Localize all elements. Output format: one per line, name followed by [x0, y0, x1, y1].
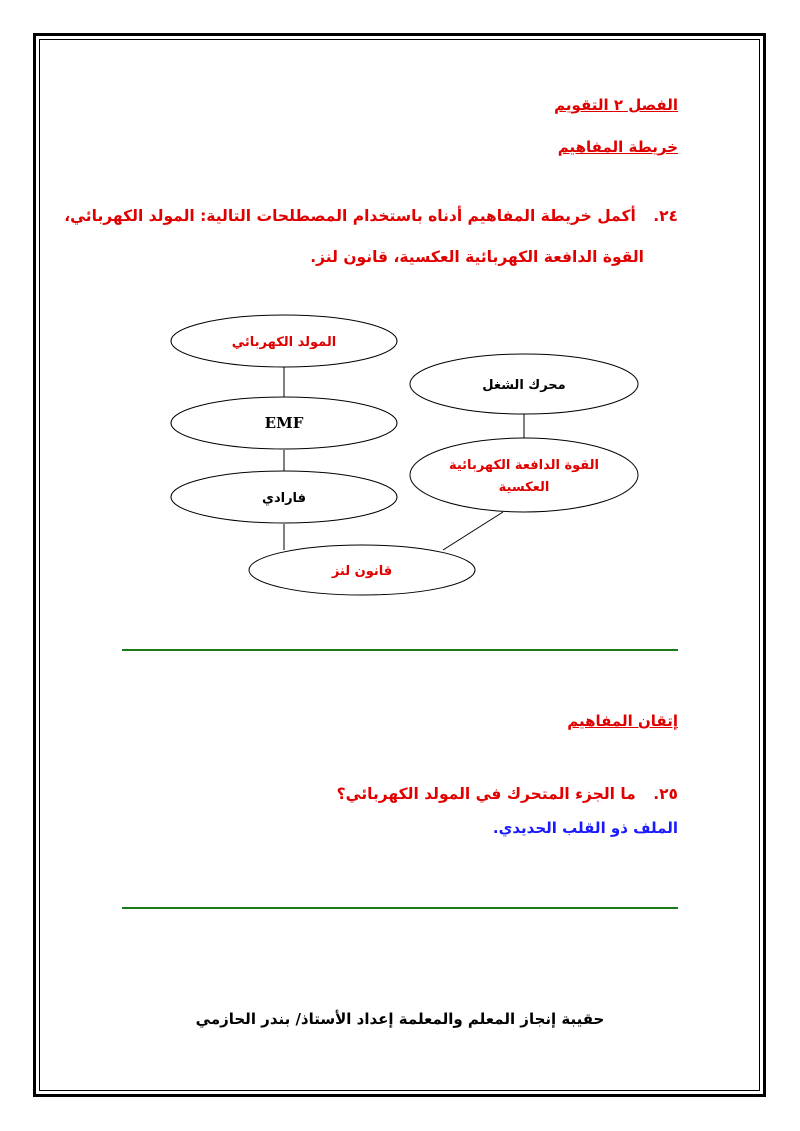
- node-backemf-ellipse: [410, 438, 638, 512]
- question-25: [337, 785, 678, 803]
- mastery-heading: إتقان المفاهيم: [567, 712, 678, 730]
- node-emf-label: EMF: [264, 414, 304, 432]
- chapter-heading: الفصل ٢ التقويم: [554, 96, 678, 114]
- node-backemf-label-line2: العكسية: [498, 480, 550, 495]
- node-lenz-label: قانون لنز: [331, 564, 393, 579]
- concept-map-heading: خريطة المفاهيم: [557, 138, 678, 156]
- node-faraday-label: فارادي: [262, 491, 306, 506]
- answer-25: الملف ذو القلب الحديدي.: [492, 819, 678, 837]
- connector-backemf-lenz: [443, 512, 503, 550]
- question-24-text-line1: أكمل خريطة المفاهيم أدناه باستخدام المصطلحات التالية: المولد الكهربائي،: [64, 207, 636, 225]
- question-25-text: ما الجزء المتحرك في المولد الكهربائي؟: [336, 785, 636, 803]
- question-24-number: ٢٤.: [653, 207, 678, 225]
- question-24-line2: القوة الدافعة الكهربائية العكسية، قانون لنز.: [310, 248, 644, 266]
- question-25-number: ٢٥.: [653, 785, 678, 803]
- footer-text: حقيبة إنجاز المعلم والمعلمة إعداد الأستاذ/ بندر الحازمي: [195, 1010, 605, 1028]
- node-generator-label: المولد الكهربائي: [231, 335, 337, 350]
- node-backemf-label-line1: القوة الدافعة الكهربائية: [448, 458, 600, 473]
- divider-rule-1: [122, 649, 678, 651]
- node-motor-label: محرك الشغل: [482, 378, 566, 393]
- divider-rule-2: [122, 907, 678, 909]
